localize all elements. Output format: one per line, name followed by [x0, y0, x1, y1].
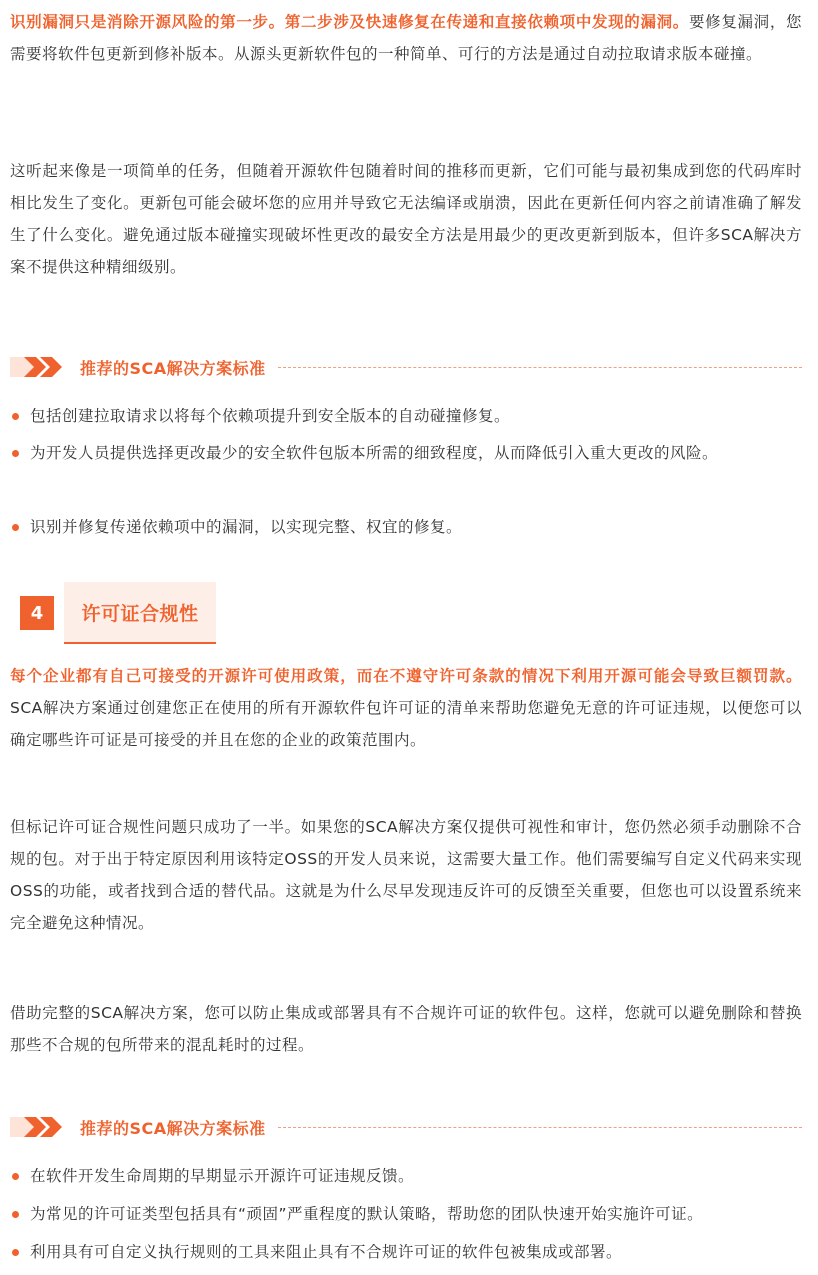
bullet-dot-icon: [12, 450, 19, 457]
criteria-header-license: [10, 1112, 802, 1142]
list-item: 为常见的许可证类型包括具有“顽固”严重程度的默认策略，帮助您的团队快速开始实施许可证。: [10, 1198, 802, 1231]
paragraph-highlight: 识别漏洞只是消除开源风险的第一步。第二步涉及快速修复在传递和直接依赖项中发现的漏洞。: [10, 13, 689, 31]
list-item: 识别并修复传递依赖项中的漏洞，以实现完整、权宜的修复。: [10, 511, 802, 544]
paragraph-text: SCA解决方案通过创建您正在使用的所有开源软件包许可证的清单来帮助您避免无意的许可证违规，以便您可以确定哪些许可证是可接受的并且在您的企业的政策范围内。: [10, 699, 802, 749]
list-item: 在软件开发生命周期的早期显示开源许可证违规反馈。: [10, 1160, 802, 1193]
dashed-divider: [278, 367, 802, 368]
bullet-dot-icon: [12, 524, 19, 531]
bullet-dot-icon: [12, 1173, 19, 1180]
paragraph-update-risk: 这听起来像是一项简单的任务，但随着开源软件包随着时间的推移而更新，它们可能与最初集成到您的代码库时相比发生了变化。更新包可能会破坏您的应用并导致它无法编译或崩溃，因此在更新任何内容之前请准确了解发生了什么变化。避免通过版本碰撞实现破坏性更改的最安全方法是用最少的更改更新到版本，但许多SCA解决方案不提供这种精细级别。: [10, 162, 802, 276]
section-title-box: [64, 582, 216, 644]
paragraph-compliance-half: 但标记许可证合规性问题只成功了一半。如果您的SCA解决方案仅提供可视性和审计，您仍然必须手动删除不合规的包。对于出于特定原因利用该特定OSS的开发人员来说，这需要大量工作。他们需要编写自定义代码来实现OSS的功能，或者找到合适的替代品。这就是为什么尽早发现违反许可的反馈至关重要，但您也可以设置系统来完全避免这种情况。: [10, 818, 802, 932]
list-item: 为开发人员提供选择更改最少的安全软件包版本所需的细致程度，从而降低引入重大更改的风险。: [10, 437, 802, 470]
bullet-dot-icon: [12, 1249, 19, 1256]
criteria-title: 推荐的SCA解决方案标准: [80, 1118, 266, 1138]
paragraph-highlight: 每个企业都有自己可接受的开源许可使用政策，而在不遵守许可条款的情况下利用开源可能会导致巨额罚款。: [10, 667, 802, 685]
double-chevron-icon: [10, 1115, 70, 1139]
bullet-dot-icon: [12, 413, 19, 420]
paragraph-license-policy: [10, 660, 802, 756]
section-title: 许可证合规性: [81, 602, 199, 625]
dashed-divider: [278, 1127, 802, 1128]
section-heading-license: [20, 582, 220, 644]
list-item: 包括创建拉取请求以将每个依赖项提升到安全版本的自动碰撞修复。: [10, 400, 802, 433]
criteria-title: 推荐的SCA解决方案标准: [80, 358, 266, 378]
paragraph-text: 要修复漏洞，您需要将软件包更新到修补版本。从源头更新软件包的一种简单、可行的方法是通过自动拉取请求版本碰撞。: [10, 13, 802, 63]
bullet-dot-icon: [12, 1211, 19, 1218]
double-chevron-icon: [10, 355, 70, 379]
criteria-header-remediation: [10, 352, 802, 382]
list-item: 利用具有可自定义执行规则的工具来阻止具有不合规许可证的软件包被集成或部署。: [10, 1236, 802, 1269]
section-number: 4: [20, 596, 54, 630]
paragraph-prevent-integration: 借助完整的SCA解决方案，您可以防止集成或部署具有不合规许可证的软件包。这样，您就可以避免删除和替换那些不合规的包所带来的混乱耗时的过程。: [10, 1004, 802, 1054]
paragraph-fix-intro: [10, 6, 802, 70]
